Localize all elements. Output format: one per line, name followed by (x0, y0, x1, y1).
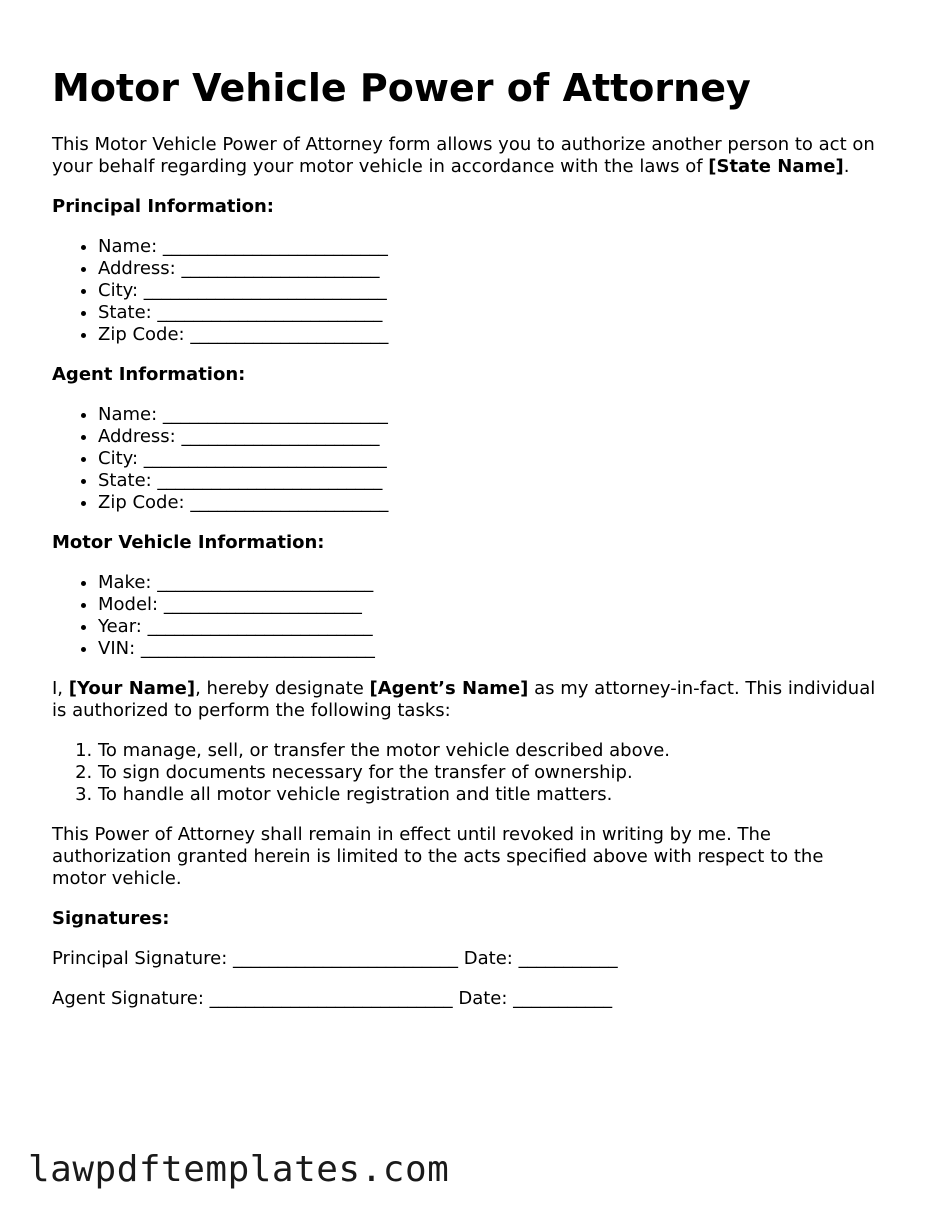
principal-zip-field: • Zip Code: ______________________ (98, 324, 882, 346)
task-item: 1. To manage, sell, or transfer the motor vehicle described above. (98, 740, 882, 762)
principal-name-field: • Name: _________________________ (98, 236, 882, 258)
agent-state-field: • State: _________________________ (98, 470, 882, 492)
vehicle-fields-list (52, 572, 882, 660)
intro-paragraph (52, 134, 882, 178)
agent-signature-line: Agent Signature: ___________________________ Date: ___________ (52, 988, 613, 1009)
principal-address-field: • Address: ______________________ (98, 258, 882, 280)
vehicle-model-field: • Model: ______________________ (98, 594, 882, 616)
principal-state-field: • State: _________________________ (98, 302, 882, 324)
vehicle-heading: Motor Vehicle Information: (52, 532, 325, 553)
principal-heading: Principal Information: (52, 196, 275, 217)
your-name-placeholder: [Your Name] (68, 678, 196, 699)
agent-zip-field: • Zip Code: ______________________ (98, 492, 882, 514)
task-item: 3. To handle all motor vehicle registration and title matters. (98, 784, 882, 806)
duration-paragraph: This Power of Attorney shall remain in effect until revoked in writing by me. The authorization granted herein is limited to the acts specified above with respect to the motor vehicle. (52, 824, 824, 889)
task-item: 2. To sign documents necessary for the transfer of ownership. (98, 762, 882, 784)
vehicle-make-field: • Make: ________________________ (98, 572, 882, 594)
site-watermark: lawpdftemplates.com (28, 1149, 450, 1190)
tasks-list (52, 740, 882, 806)
agent-city-field: • City: ___________________________ (98, 448, 882, 470)
designation-text-3: as my attorney-in-fact. This individual is authorized to perform the following tasks: (52, 678, 876, 721)
agent-name-placeholder: [Agent’s Name] (369, 678, 529, 699)
intro-text-end: . (843, 156, 850, 177)
principal-fields-list (52, 236, 882, 346)
intro-text: This Motor Vehicle Power of Attorney form allows you to authorize another person to act on your behalf regarding your motor vehicle in accordance with the laws of (52, 134, 875, 177)
agent-heading: Agent Information: (52, 364, 246, 385)
vehicle-vin-field: • VIN: __________________________ (98, 638, 882, 660)
principal-city-field: • City: ___________________________ (98, 280, 882, 302)
signatures-heading: Signatures: (52, 908, 170, 929)
principal-signature-line: Principal Signature: _________________________ Date: ___________ (52, 948, 618, 969)
vehicle-year-field: • Year: _________________________ (98, 616, 882, 638)
document-page (52, 64, 882, 1028)
document-title: Motor Vehicle Power of Attorney (52, 66, 751, 110)
designation-text-2: , hereby designate (195, 678, 370, 699)
agent-name-field: • Name: _________________________ (98, 404, 882, 426)
designation-text-1: I, (52, 678, 69, 699)
designation-paragraph (52, 678, 882, 722)
agent-address-field: • Address: ______________________ (98, 426, 882, 448)
agent-fields-list (52, 404, 882, 514)
state-name-placeholder: [State Name] (708, 156, 844, 177)
